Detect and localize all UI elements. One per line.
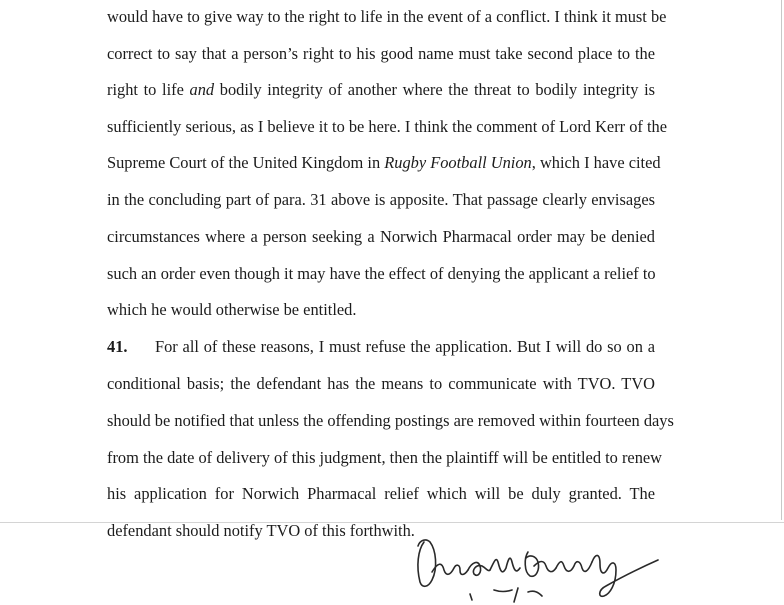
text-line: right to life and bodily integrity of another where the threat to bodily integrity is [107, 80, 656, 99]
italic-term: and [189, 80, 215, 99]
text-line: from the date of delivery of this judgment, then the plaintiff will be entitled to renew [107, 448, 663, 467]
text-line: defendant should notify TVO of this forthwith. [107, 521, 415, 540]
text-line: such an order even though it may have the effect of denying the applicant a relief to [107, 264, 656, 283]
text-line: Supreme Court of the United Kingdom in Rugby Football Union, which I have cited [107, 153, 661, 172]
paragraph-41-first-line: 41. For all of these reasons, I must refuse the application. But I will do so on a [107, 337, 655, 356]
text-line: correct to say that a person’s right to his good name must take second place to the [107, 44, 655, 63]
text-line: conditional basis; the defendant has the means to communicate with TVO. TVO [107, 374, 655, 393]
signature-strokes [418, 540, 658, 602]
text-line: which he would otherwise be entitled. [107, 300, 357, 319]
text-line: circumstances where a person seeking a Norwich Pharmacal order may be denied [107, 227, 655, 246]
text-line: in the concluding part of para. 31 above is apposite. That passage clearly envisages [107, 190, 655, 209]
text-line: his application for Norwich Pharmacal relief which will be duly granted. The [107, 484, 655, 503]
text-line: should be notified that unless the offending postings are removed within fourteen days [107, 411, 674, 430]
text-line: would have to give way to the right to life in the event of a conflict. I think it must be [107, 7, 667, 26]
case-name: Rugby Football Union [384, 153, 532, 172]
page-edge-right [781, 0, 782, 520]
handwritten-signature [410, 532, 690, 605]
paragraph-number: 41. [107, 337, 128, 356]
text-line: sufficiently serious, as I believe it to be here. I think the comment of Lord Kerr of the [107, 117, 667, 136]
